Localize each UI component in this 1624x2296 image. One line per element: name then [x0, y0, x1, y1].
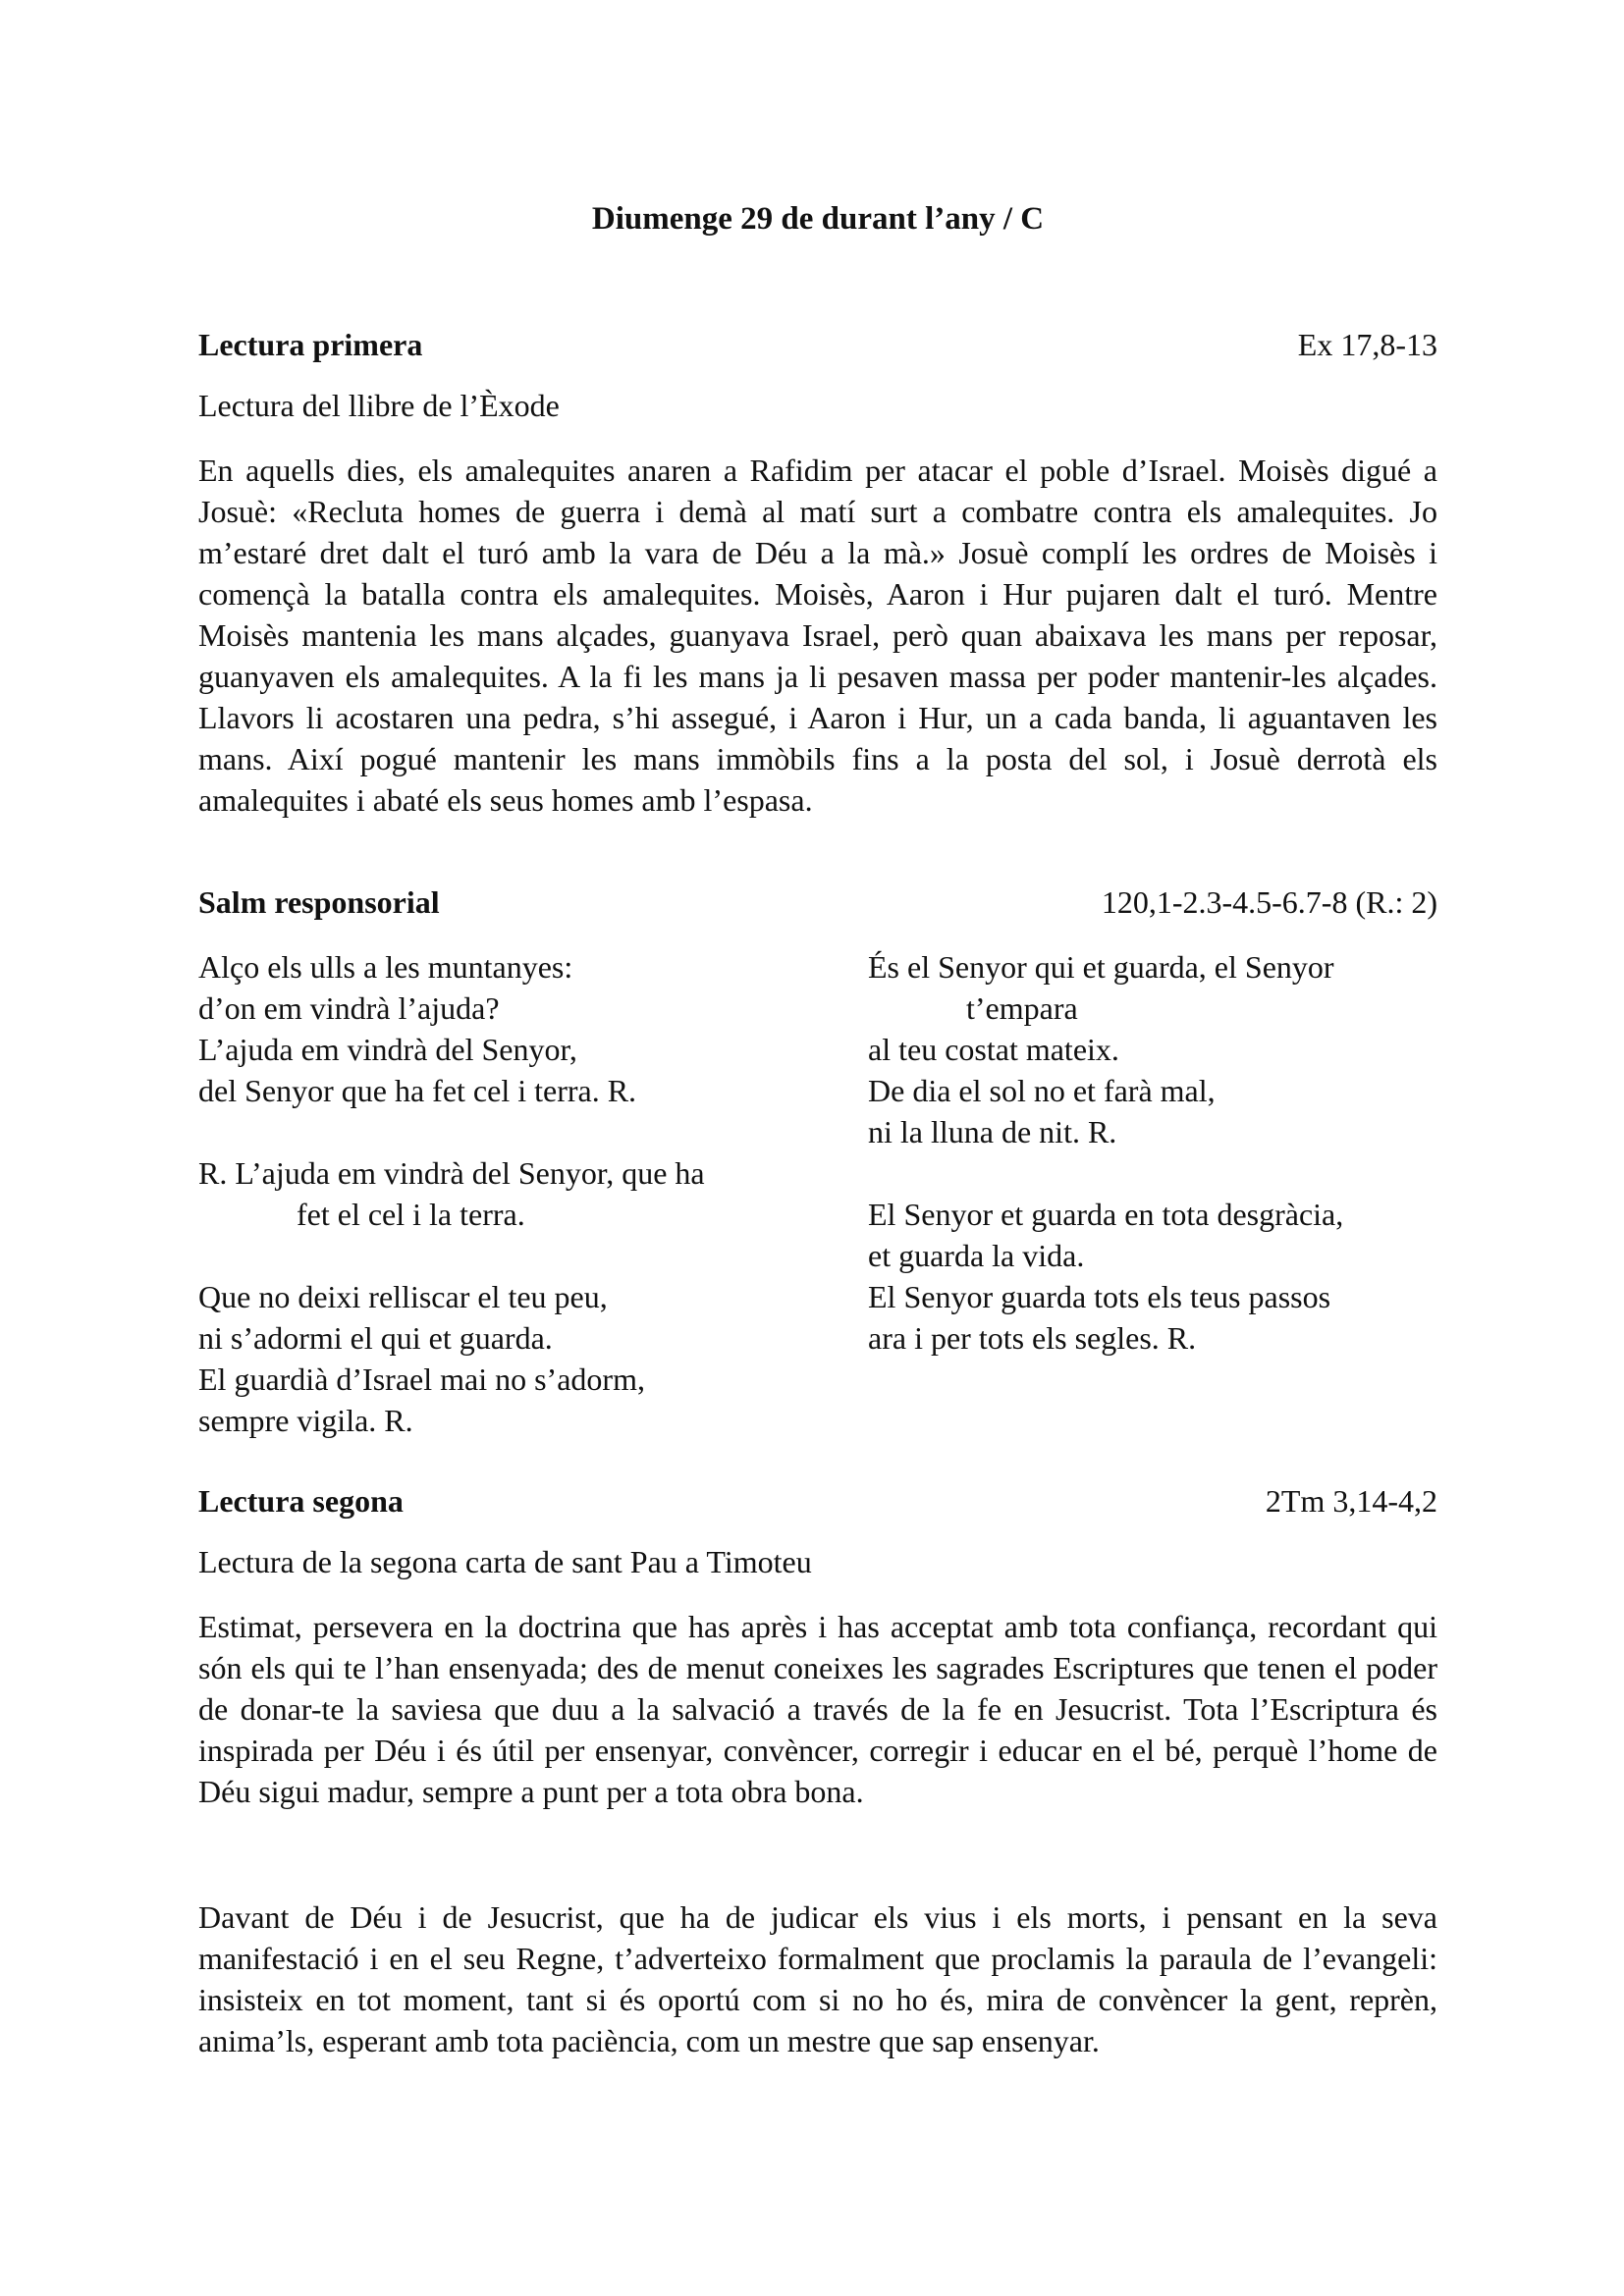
psalm-verse-line: El Senyor guarda tots els teus passos — [868, 1279, 1331, 1314]
first-reading-reference: Ex 17,8-13 — [1297, 327, 1437, 362]
first-reading-header — [198, 324, 1437, 365]
psalm-verse-line: És el Senyor qui et guarda, el Senyor — [868, 949, 1334, 985]
psalm-verse-line: De dia el sol no et farà mal, — [868, 1073, 1216, 1108]
first-reading-heading: Lectura primera — [198, 327, 423, 362]
first-reading-text: En aquells dies, els amalequites anaren a Rafidim per atacar el poble d’Israel. Moisès digué a Josuè: «Recluta homes de guerra i demà al matí surt a combatre contra els amalequites. Jo m’estaré dret dalt el turó amb la vara de Déu a la mà.» Josuè complí les ordres de Moisès i començà la batalla contra els amalequites. Moisès, Aaron i Hur pujaren dalt el turó. Mentre Moisès mantenia les mans alçades, guanyava Israel, però quan abaixava les mans per reposar, guanyaven els amalequites. A la fi les mans ja li pesaven massa per poder mantenir-les alçades. Llavors li acostaren una pedra, s’hi assegué, i Aaron i Hur, un a cada banda, li aguantaven les mans. Així pogué mantenir les mans immòbils fins a la posta del sol, i Josuè derrotà els amalequites i abaté els seus homes amb l’espasa. — [198, 453, 1437, 818]
psalm-heading: Salm responsorial — [198, 884, 440, 920]
first-reading-intro: Lectura del llibre de l’Èxode — [198, 388, 560, 423]
psalm-verse-line: et guarda la vida. — [868, 1238, 1085, 1273]
psalm-left-column — [198, 946, 827, 1482]
psalm-verse-line: Que no deixi relliscar el teu peu, — [198, 1279, 608, 1314]
second-reading-intro: Lectura de la segona carta de sant Pau a Timoteu — [198, 1544, 812, 1579]
psalm-verse-line: El guardià d’Israel mai no s’adorm, — [198, 1362, 645, 1397]
psalm-verse-line: ni s’adormi el qui et guarda. — [198, 1320, 553, 1356]
second-reading-reference: 2Tm 3,14-4,2 — [1265, 1483, 1437, 1519]
psalm-stanza — [868, 1194, 1496, 1359]
psalm-response-line: fet el cel i la terra. — [297, 1197, 525, 1232]
psalm-verse-line: ara i per tots els segles. R. — [868, 1320, 1197, 1356]
page-title: Diumenge 29 de durant l’any / C — [591, 201, 1045, 237]
second-reading-header — [198, 1480, 1437, 1522]
psalm-verse-line: t’empara — [966, 990, 1078, 1026]
psalm-verse-line: ni la lluna de nit. R. — [868, 1114, 1117, 1149]
psalm-header — [198, 881, 1437, 923]
psalm-verse-line: sempre vigila. R. — [198, 1403, 413, 1438]
psalm-stanza — [198, 1276, 827, 1441]
psalm-verse-line: Alço els ulls a les muntanyes: — [198, 949, 573, 985]
psalm-response-line: R. L’ajuda em vindrà del Senyor, que ha — [198, 1155, 705, 1191]
psalm-reference: 120,1-2.3-4.5-6.7-8 (R.: 2) — [1101, 884, 1437, 920]
second-reading-paragraph: Davant de Déu i de Jesucrist, que ha de judicar els vius i els morts, i pensant en la seva manifestació i en el seu Regne, t’adverteixo formalment que proclamis la paraula de l’evangeli: insisteix en tot moment, tant si és oportú com si no ho és, mira de convèncer la gent, reprèn, anima’ls, esperant amb tota paciència, com un mestre que sap ensenyar. — [198, 1899, 1437, 2058]
second-reading-heading: Lectura segona — [198, 1483, 404, 1519]
psalm-verse-line: del Senyor que ha fet cel i terra. R. — [198, 1073, 637, 1108]
psalm-response — [198, 1152, 827, 1235]
psalm-stanza — [198, 946, 827, 1111]
psalm-stanza — [868, 946, 1496, 1152]
psalm-verse-line: d’on em vindrà l’ajuda? — [198, 990, 500, 1026]
psalm-right-column — [868, 946, 1496, 1400]
psalm-verse-line: L’ajuda em vindrà del Senyor, — [198, 1032, 577, 1067]
second-reading-paragraph: Estimat, persevera en la doctrina que has après i has acceptat amb tota confiança, recordant qui són els qui te l’han ensenyada; des de menut coneixes les sagrades Escriptures que tenen el poder de donar-te la saviesa que duu a la salvació a través de la fe en Jesucrist. Tota l’Escriptura és inspirada per Déu i és útil per ensenyar, convèncer, corregir i educar en el bé, perquè l’home de Déu sigui madur, sempre a punt per a tota obra bona. — [198, 1609, 1437, 1809]
psalm-verse-line: al teu costat mateix. — [868, 1032, 1119, 1067]
psalm-verse-line: El Senyor et guarda en tota desgràcia, — [868, 1197, 1344, 1232]
